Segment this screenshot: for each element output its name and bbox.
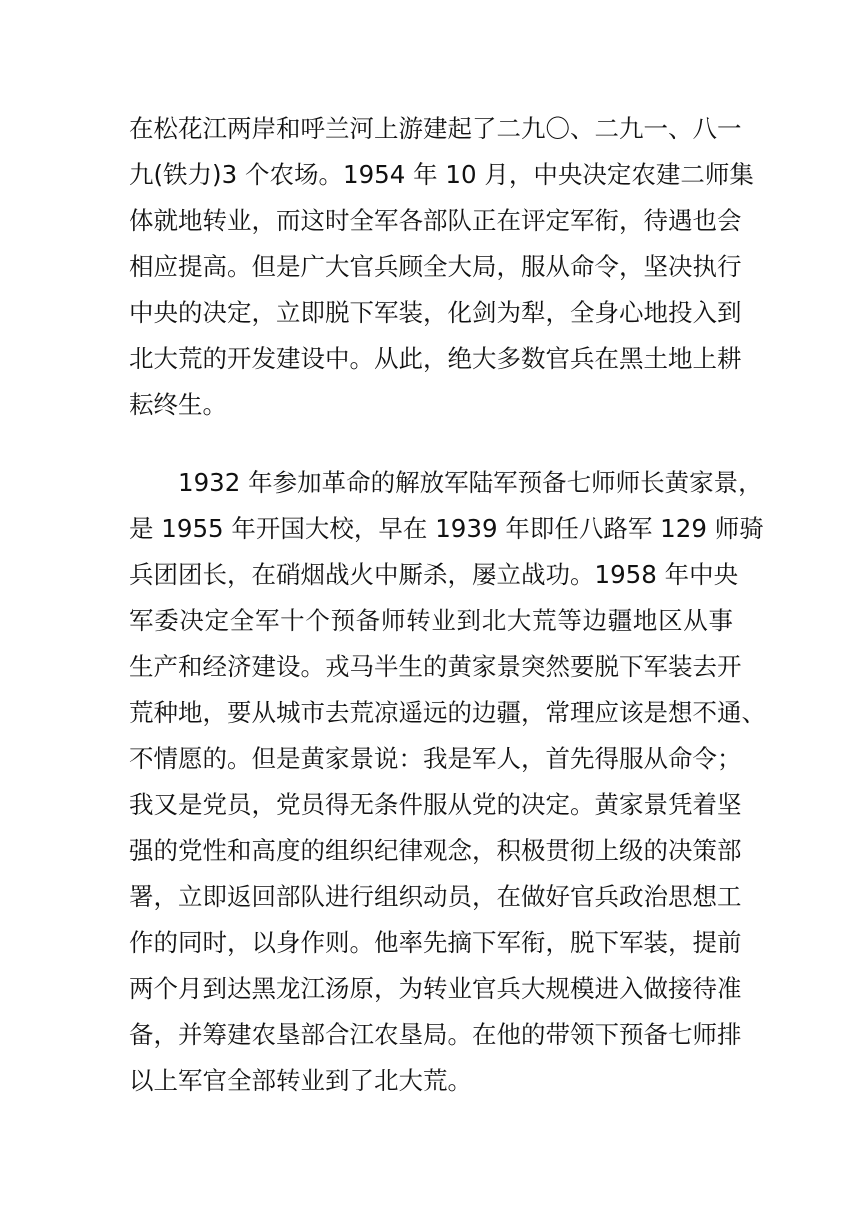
paragraph-spacer (129, 428, 733, 460)
text-line: 九(铁力)3 个农场。1954 年 10 月，中央决定农建二师集 (129, 160, 754, 189)
text-line: 作的同时，以身作则。他率先摘下军衔，脱下军装，提前 (129, 928, 742, 957)
text-line: 1932 年参加革命的解放军陆军预备七师师长黄家景， (178, 468, 763, 497)
text-line: 生产和经济建设。戎马半生的黄家景突然要脱下军装去开 (129, 652, 742, 681)
text-line: 我又是党员，党员得无条件服从党的决定。黄家景凭着坚 (129, 790, 742, 819)
document-body (129, 106, 766, 1104)
text-line: 体就地转业，而这时全军各部队正在评定军衔，待遇也会 (129, 206, 742, 235)
text-line: 署，立即返回部队进行组织动员，在做好官兵政治思想工 (129, 882, 742, 911)
text-line: 备，并筹建农垦部合江农垦局。在他的带领下预备七师排 (129, 1020, 742, 1049)
text-line: 在松花江两岸和呼兰河上游建起了二九〇、二九一、八一 (129, 114, 742, 143)
paragraph-2 (129, 460, 766, 1104)
text-line: 强的党性和高度的组织纪律观念，积极贯彻上级的决策部 (129, 836, 742, 865)
text-line: 耘终生。 (129, 390, 227, 419)
text-line: 相应提高。但是广大官兵顾全大局，服从命令，坚决执行 (129, 252, 742, 281)
text-line: 北大荒的开发建设中。从此，绝大多数官兵在黑土地上耕 (129, 344, 742, 373)
text-line: 荒种地，要从城市去荒凉遥远的边疆，常理应该是想不通、 (129, 698, 766, 727)
text-line: 是 1955 年开国大校，早在 1939 年即任八路军 129 师骑 (129, 514, 764, 543)
text-line: 两个月到达黑龙江汤原，为转业官兵大规模进入做接待准 (129, 974, 742, 1003)
text-line: 军委决定全军十个预备师转业到北大荒等边疆地区从事 (129, 606, 733, 635)
paragraph-1 (129, 106, 754, 428)
text-line: 兵团团长，在硝烟战火中厮杀，屡立战功。1958 年中央 (129, 560, 739, 589)
text-line: 不情愿的。但是黄家景说：我是军人，首先得服从命令； (129, 744, 742, 773)
text-line: 中央的决定，立即脱下军装，化剑为犁，全身心地投入到 (129, 298, 742, 327)
text-line: 以上军官全部转业到了北大荒。 (129, 1066, 472, 1095)
